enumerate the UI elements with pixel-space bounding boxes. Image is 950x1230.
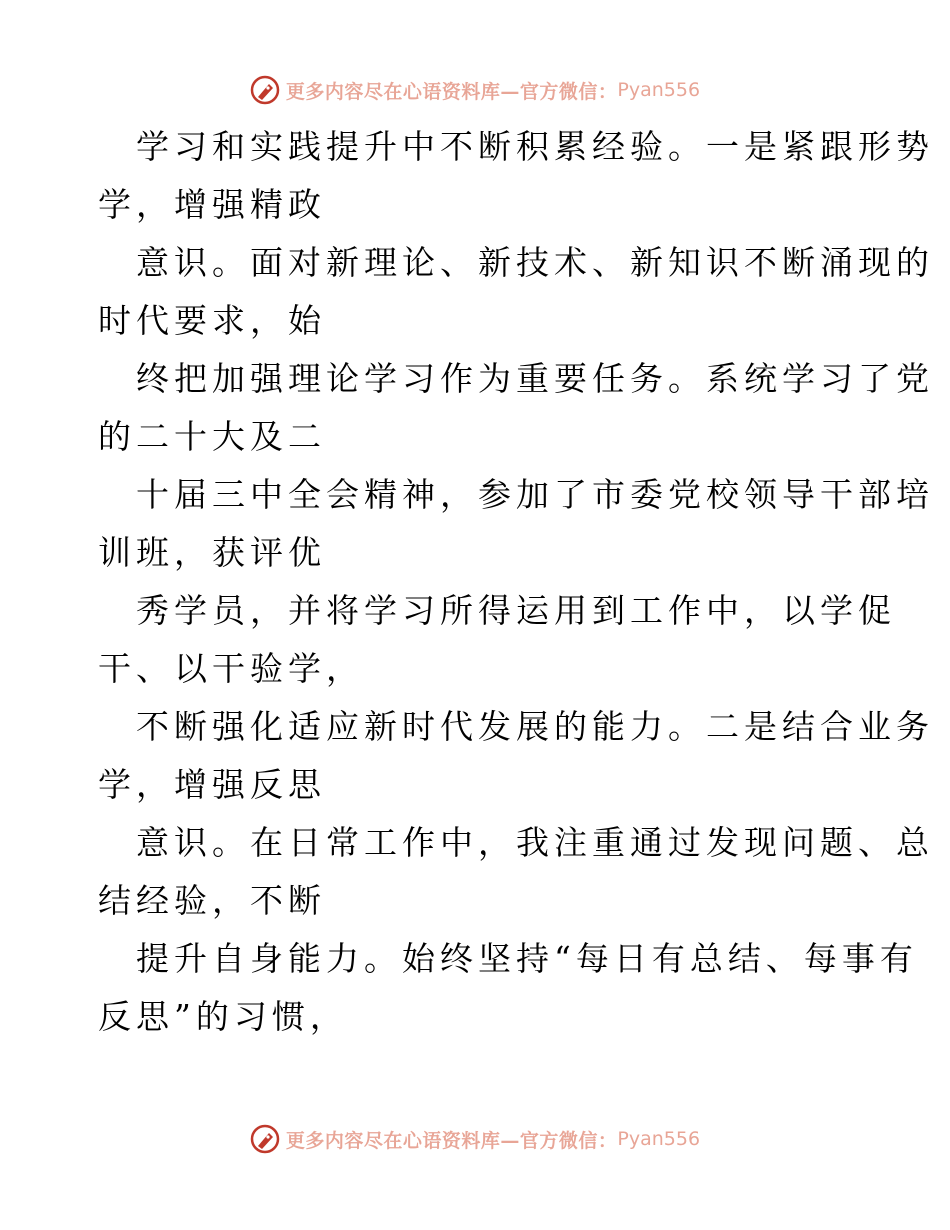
header-watermark-banner [0,72,950,108]
pen-nib-logo-icon [250,75,280,105]
header-wechat-id: Pyan556 [617,79,701,101]
document-body [98,118,934,1046]
text-line: 反思”的习惯， [98,997,348,1036]
text-line: 意识。在日常工作中，我注重通过发现问题、总 [136,823,934,862]
text-line: 不断强化适应新时代发展的能力。二是结合业务 [136,707,934,746]
text-line: 时代要求，始 [98,301,326,340]
footer-watermark-banner [0,1121,950,1157]
text-line: 学习和实践提升中不断积累经验。一是紧跟形势 [136,127,934,166]
text-line: 学，增强反思 [98,765,326,804]
header-watermark-text: 更多内容尽在心语资料库—官方微信： [285,80,618,103]
text-line: 训班，获评优 [98,533,326,572]
text-line: 结经验，不断 [98,881,326,920]
text-line: 学，增强精政 [98,185,326,224]
text-line: 秀学员，并将学习所得运用到工作中，以学促 [136,591,896,630]
text-line: 的二十大及二 [98,417,326,456]
text-line: 十届三中全会精神，参加了市委党校领导干部培 [136,475,934,514]
footer-watermark-text: 更多内容尽在心语资料库—官方微信： [285,1129,618,1152]
text-line: 干、以干验学， [98,649,364,688]
text-line: 终把加强理论学习作为重要任务。系统学习了党 [136,359,934,398]
text-line: 提升自身能力。始终坚持“每日有总结、每事有 [136,939,918,978]
footer-wechat-id: Pyan556 [617,1128,701,1150]
text-line: 意识。面对新理论、新技术、新知识不断涌现的 [136,243,934,282]
pen-nib-logo-icon [250,1124,280,1154]
